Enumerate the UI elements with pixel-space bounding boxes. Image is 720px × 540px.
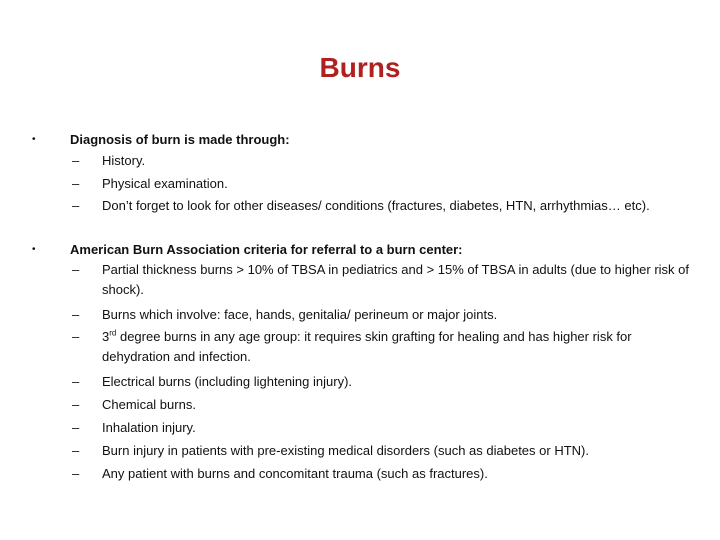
third-degree-rest: degree burns in any age group: it requires skin grafting for healing and has higher risk for dehydration and infection. [102, 329, 632, 364]
list-item [72, 327, 692, 367]
list-item [72, 150, 692, 171]
dash-marker: – [72, 198, 80, 213]
dash-marker: – [72, 443, 80, 458]
dash-marker: – [72, 420, 80, 435]
list-item-text-third-degree [102, 329, 632, 364]
list-item-text: Physical examination. [102, 176, 228, 191]
list-item-text: Electrical burns (including lightening injury). [102, 374, 353, 389]
dash-marker: – [72, 374, 80, 389]
list-item [72, 371, 692, 392]
dash-marker: – [72, 262, 80, 277]
slide-title: Burns [319, 52, 401, 83]
bullet-heading-diagnosis: Diagnosis of burn is made through: [70, 132, 290, 147]
referral-sub-list [72, 260, 692, 484]
third-degree-number: 3 [102, 329, 110, 344]
dash-marker: – [72, 307, 80, 322]
dash-marker: – [72, 329, 80, 344]
bullet-dot: • [32, 244, 36, 255]
list-item-text: Burns which involve: face, hands, genitalia/ perineum or major joints. [102, 307, 498, 322]
list-item [72, 260, 692, 300]
list-item-text: Don’t forget to look for other diseases/ conditions (fractures, diabetes, HTN, arrhythmias… etc). [102, 198, 650, 213]
bullet-heading-referral: American Burn Association criteria for referral to a burn center: [70, 242, 463, 257]
list-item [72, 196, 692, 216]
list-item-text: History. [102, 153, 146, 168]
list-item [72, 463, 692, 484]
list-item-text: Partial thickness burns > 10% of TBSA in pediatrics and > 15% of TBSA in adults (due to higher risk of shock). [102, 262, 690, 297]
list-item [72, 304, 692, 325]
list-item-text: Inhalation injury. [102, 420, 196, 435]
list-item-text: Any patient with burns and concomitant trauma (such as fractures). [102, 466, 488, 481]
bullet-dot: • [32, 134, 36, 145]
list-item-text: Chemical burns. [102, 397, 196, 412]
list-item [72, 173, 692, 194]
dash-marker: – [72, 466, 80, 481]
third-degree-suffix: rd [109, 328, 117, 338]
list-item [72, 417, 692, 438]
diagnosis-sub-list [72, 150, 692, 216]
dash-marker: – [72, 176, 80, 191]
list-item [72, 440, 692, 461]
list-item-text: Burn injury in patients with pre-existing medical disorders (such as diabetes or HTN). [102, 443, 589, 458]
list-item [72, 394, 692, 415]
dash-marker: – [72, 153, 80, 168]
dash-marker: – [72, 397, 80, 412]
